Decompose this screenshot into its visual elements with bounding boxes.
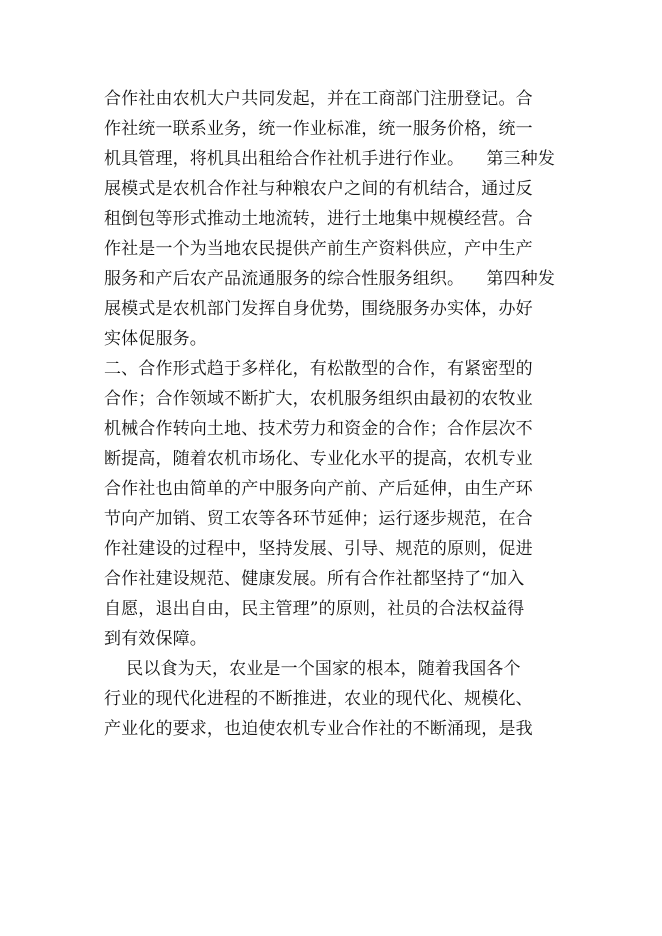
text-line-14: 合作社也由简单的产中服务向产前、产后延伸，由生产环 (104, 479, 533, 499)
text-line-8: 展模式是农机部门发挥自身优势，围绕服务办实体，办好 (104, 299, 533, 319)
text-line-17: 合作社建设规范、健康发展。所有合作社都坚持了“加入 (104, 569, 525, 589)
text-line-18: 自愿，退出自由，民主管理”的原则，社员的合法权益得 (104, 599, 525, 619)
text-line-12: 机械合作转向土地、技术劳力和资金的合作；合作层次不 (104, 419, 533, 439)
text-line-4: 展模式是农机合作社与种粮农户之间的有机结合，通过反 (104, 179, 533, 199)
text-line-22: 产业化的要求，也迫使农机专业合作社的不断涌现，是我 (104, 719, 533, 739)
text-line-11: 合作；合作领域不断扩大，农机服务组织由最初的农牧业 (104, 389, 533, 409)
text-line-10: 二、合作形式趋于多样化，有松散型的合作，有紧密型的 (104, 359, 533, 379)
text-line-6: 作社是一个为当地农民提供产前生产资料供应，产中生产 (104, 239, 533, 259)
text-line-13: 断提高，随着农机市场化、专业化水平的提高，农机专业 (104, 449, 533, 469)
text-line-15: 节向产加销、贸工农等各环节延伸；运行逐步规范，在合 (104, 509, 533, 529)
text-line-2: 作社统一联系业务，统一作业标准，统一服务价格，统一 (104, 119, 533, 139)
text-line-3: 机具管理，将机具出租给合作社机手进行作业。 第三种发 (104, 149, 555, 169)
text-line-9: 实体促服务。 (104, 329, 207, 349)
text-line-7: 服务和产后农产品流通服务的综合性服务组织。 第四种发 (104, 269, 555, 289)
text-line-16: 作社建设的过程中，坚持发展、引导、规范的原则，促进 (104, 539, 533, 559)
text-line-5: 租倒包等形式推动土地流转，进行土地集中规模经营。合 (104, 209, 533, 229)
body-text (104, 84, 554, 744)
text-line-20: 民以食为天，农业是一个国家的根本，随着我国各个 (104, 659, 521, 679)
text-line-21: 行业的现代化进程的不断推进，农业的现代化、规模化、 (104, 689, 533, 709)
text-line-19: 到有效保障。 (104, 629, 207, 649)
text-line-1: 合作社由农机大户共同发起，并在工商部门注册登记。合 (104, 89, 533, 109)
